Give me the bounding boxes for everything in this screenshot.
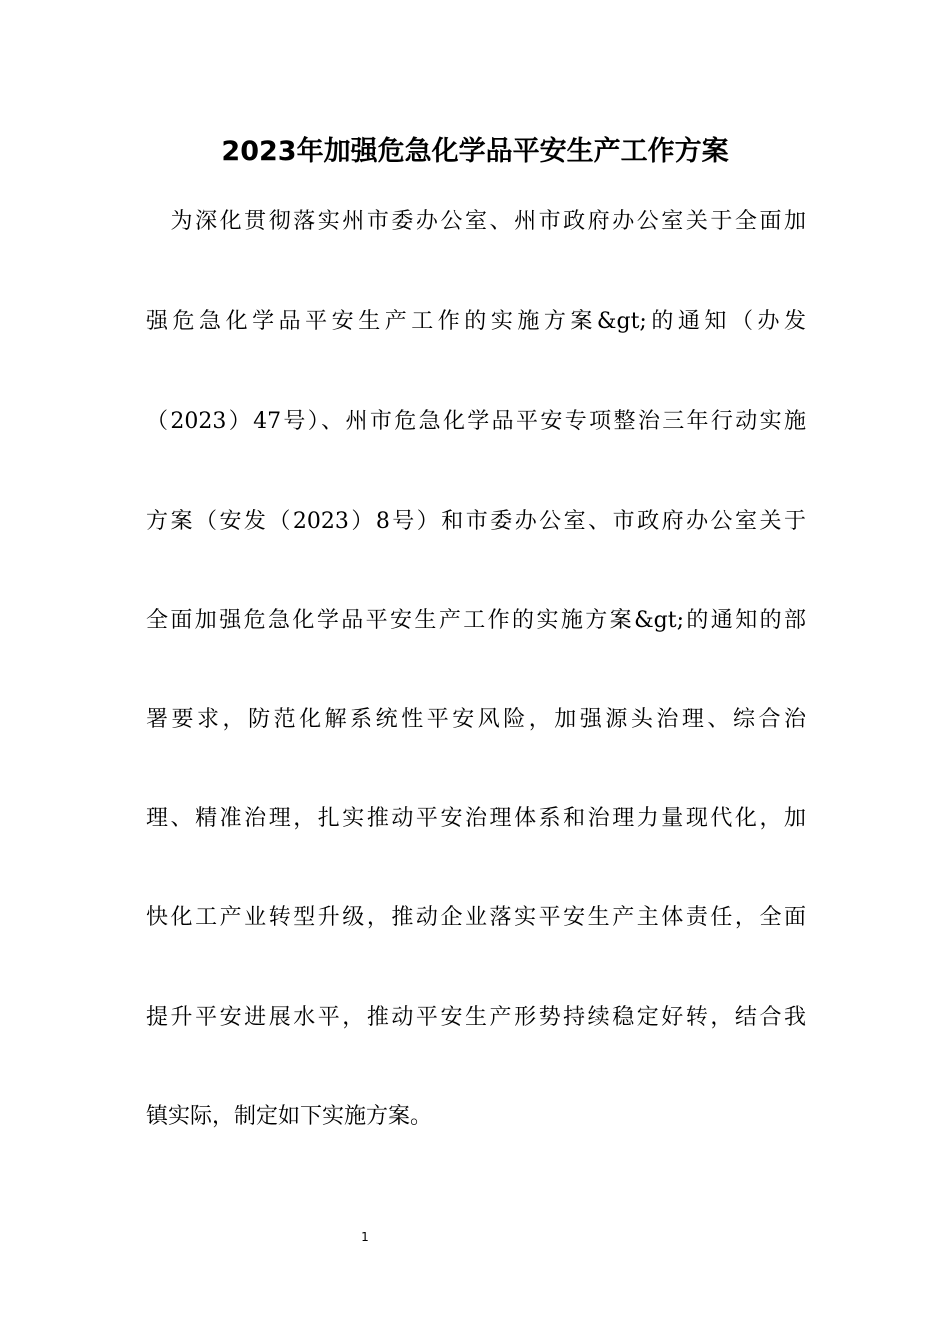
paragraph-line: 快化工产业转型升级，推动企业落实平安生产主体责任，全面: [146, 905, 806, 930]
paragraph-line: 镇实际，制定如下实施方案。: [146, 1104, 433, 1129]
paragraph-line: 理、精准治理，扎实推动平安治理体系和治理力量现代化，加: [146, 806, 806, 831]
page-number: 1: [361, 1230, 369, 1244]
document-title: 2023年加强危急化学品平安生产工作方案: [221, 136, 729, 167]
paragraph-line: 强危急化学品平安生产工作的实施方案&gt;的通知（办发: [146, 309, 806, 334]
paragraph-line: 方案（安发（2023）8号）和市委办公室、市政府办公室关于: [146, 509, 806, 534]
paragraph-line: 为深化贯彻落实州市委办公室、州市政府办公室关于全面加: [146, 209, 806, 234]
paragraph-line: （2023）47号）、州市危急化学品平安专项整治三年行动实施: [146, 409, 806, 434]
paragraph-line: 全面加强危急化学品平安生产工作的实施方案&gt;的通知的部: [146, 608, 806, 633]
paragraph-line: 提升平安进展水平，推动平安生产形势持续稳定好转，结合我: [146, 1005, 806, 1030]
paragraph-line: 署要求，防范化解系统性平安风险，加强源头治理、综合治: [146, 707, 806, 732]
